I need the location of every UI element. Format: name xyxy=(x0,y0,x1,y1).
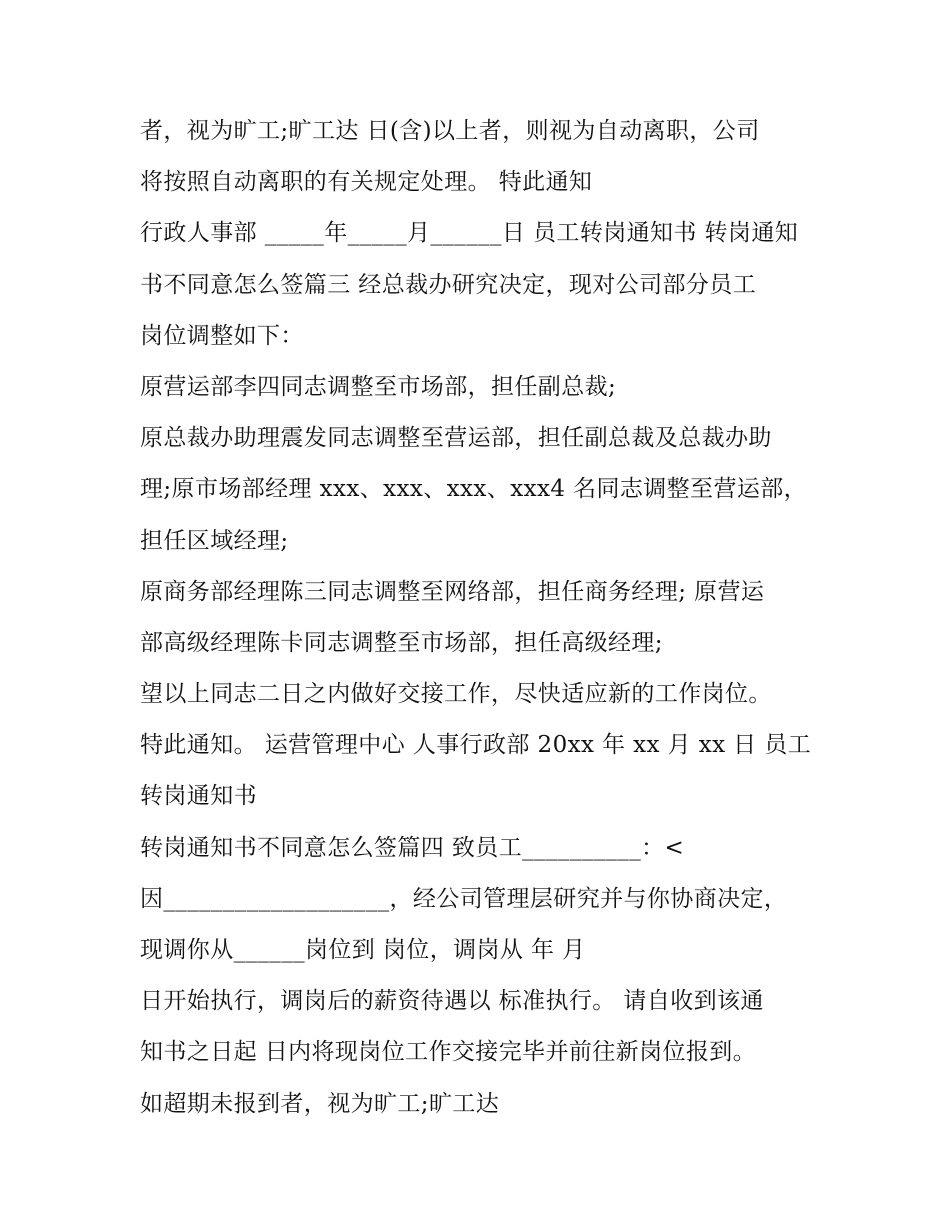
text-line: 如超期未报到者，视为旷工;旷工达 xyxy=(140,1090,500,1117)
text-line: 将按照自动离职的有关规定处理。 特此通知 xyxy=(140,169,593,196)
text-line: 知书之日起 日内将现岗位工作交接完毕并前往新岗位报到。 xyxy=(140,1039,757,1066)
text-line: 转岗通知书不同意怎么签篇四 致员工__________：< xyxy=(140,834,685,861)
text-line: 理;原市场部经理 xxx、xxx、xxx、xxx4 名同志调整至营运部， xyxy=(140,476,808,503)
text-line: 原营运部李四同志调整至市场部，担任副总裁; xyxy=(140,373,617,400)
text-line: 现调你从______岗位到 岗位，调岗从 年 月 xyxy=(140,937,586,963)
text-line: 岗位调整如下： xyxy=(140,322,304,349)
text-line: 原总裁办助理震发同志调整至营运部，担任副总裁及总裁办助 xyxy=(140,425,772,452)
text-line: 因___________________，经公司管理层研究并与你协商决定， xyxy=(140,885,788,912)
text-line: 望以上同志二日之内做好交接工作，尽快适应新的工作岗位。 xyxy=(140,681,772,708)
text-line: 日开始执行，调岗后的薪资待遇以 标准执行。 请自收到该通 xyxy=(140,988,764,1015)
text-line: 转岗通知书 xyxy=(140,783,257,810)
text-line: 原商务部经理陈三同志调整至网络部，担任商务经理; 原营运 xyxy=(140,578,765,605)
text-line: 行政人事部 _____年_____月______日 员工转岗通知书 转岗通知 xyxy=(140,220,799,247)
document-body xyxy=(140,106,820,1130)
text-line: 部高级经理陈卡同志调整至市场部，担任高级经理; xyxy=(140,629,663,656)
text-line: 特此通知。 运营管理中心 人事行政部 20xx 年 xx 月 xx 日 员工 xyxy=(140,732,812,759)
text-line: 担任区域经理; xyxy=(140,527,289,554)
text-line: 者，视为旷工;旷工达 日(含)以上者，则视为自动离职，公司 xyxy=(140,118,760,144)
text-line: 书不同意怎么签篇三 经总裁办研究决定，现对公司部分员工 xyxy=(140,271,757,298)
